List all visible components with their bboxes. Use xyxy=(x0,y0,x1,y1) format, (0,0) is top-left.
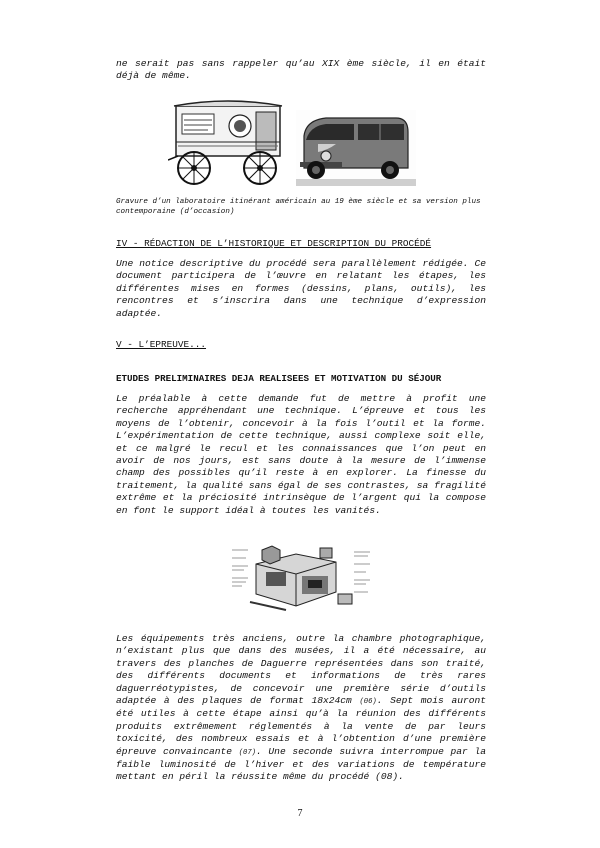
footnote-ref-06: (06) xyxy=(359,698,377,707)
intro-paragraph: ne serait pas sans rappeler qu’au XIX ème siècle, il en était déjà de même. xyxy=(116,58,486,82)
equipment-text-part-1: Les équipements très anciens, outre la chambre photographique, n’existant plus que dans des musées, il a été nécessaire, au travers des planches de Daguerre représentées dans son traité, des différents documents et informations de très rares daguerréotypistes, de concevoir une première série d’outils adaptée à des plaques de format 18x24cm xyxy=(116,633,486,707)
daguerre-equipment-icon xyxy=(226,544,376,614)
wagon-engraving-icon xyxy=(168,98,288,188)
footnote-ref-07: (07) xyxy=(238,748,256,757)
etudes-heading: ETUDES PRELIMINAIRES DEJA REALISEES ET MOTIVATION DU SÉJOUR xyxy=(116,373,442,384)
etudes-paragraph: Le préalable à cette demande fut de mettre à profit une recherche appréhendant une technique. L’épreuve et tous les moyens de l’obtenir, concevoir à la fois l’outil et la forme. L’expérimentation de cette technique, aussi complexe soit elle, et ce malgré le recul et les connaissances que l’on peut en avoir de nos jours, est sans doute à la mesure de l’immense champ des possibles qu’il reste à en explorer. La finesse du traitement, la qualité sans égal de ses contrastes, sa fragilité extrême et la préciosité intrinsèque de l’argent qui la compose en font le support idéal à toutes les vanités. xyxy=(116,393,486,516)
section-iv-paragraph: Une notice descriptive du procédé sera parallèlement rédigée. Ce document participera de l’œuvre en relatant les étapes, les différentes mises en formes (dessins, plans, outils), les rencontres et s’inscrira dans une technique d’expression adaptée. xyxy=(116,258,486,319)
section-iv-heading: IV - RÉDACTION DE L’HISTORIQUE ET DESCRIPTION DU PROCÉDÉ xyxy=(116,238,432,249)
figure-caption: Gravure d’un laboratoire itinérant américain au 19 ème siècle et sa version plus contemporaine (d’occasion) xyxy=(116,198,481,216)
page-number: 7 xyxy=(297,808,303,819)
section-v-heading: V - L’EPREUVE... xyxy=(116,339,207,350)
van-photo-icon xyxy=(296,110,416,186)
equipment-paragraph xyxy=(116,633,486,784)
equipment-text-part-3: . Une seconde suivra interrompue par la faible luminosité de l’hiver et des variations de température mettant en péril la réussite même du procédé (08). xyxy=(116,745,486,783)
equipment-text-part-2: . Sept mois auront été utiles à cette étape ainsi qu’à la réunion des différents produits extrêmement réglementés à la vente de par leurs toxicité, des nombreux essais et à l’obtention d’une première épreuve convaincante xyxy=(116,695,486,757)
